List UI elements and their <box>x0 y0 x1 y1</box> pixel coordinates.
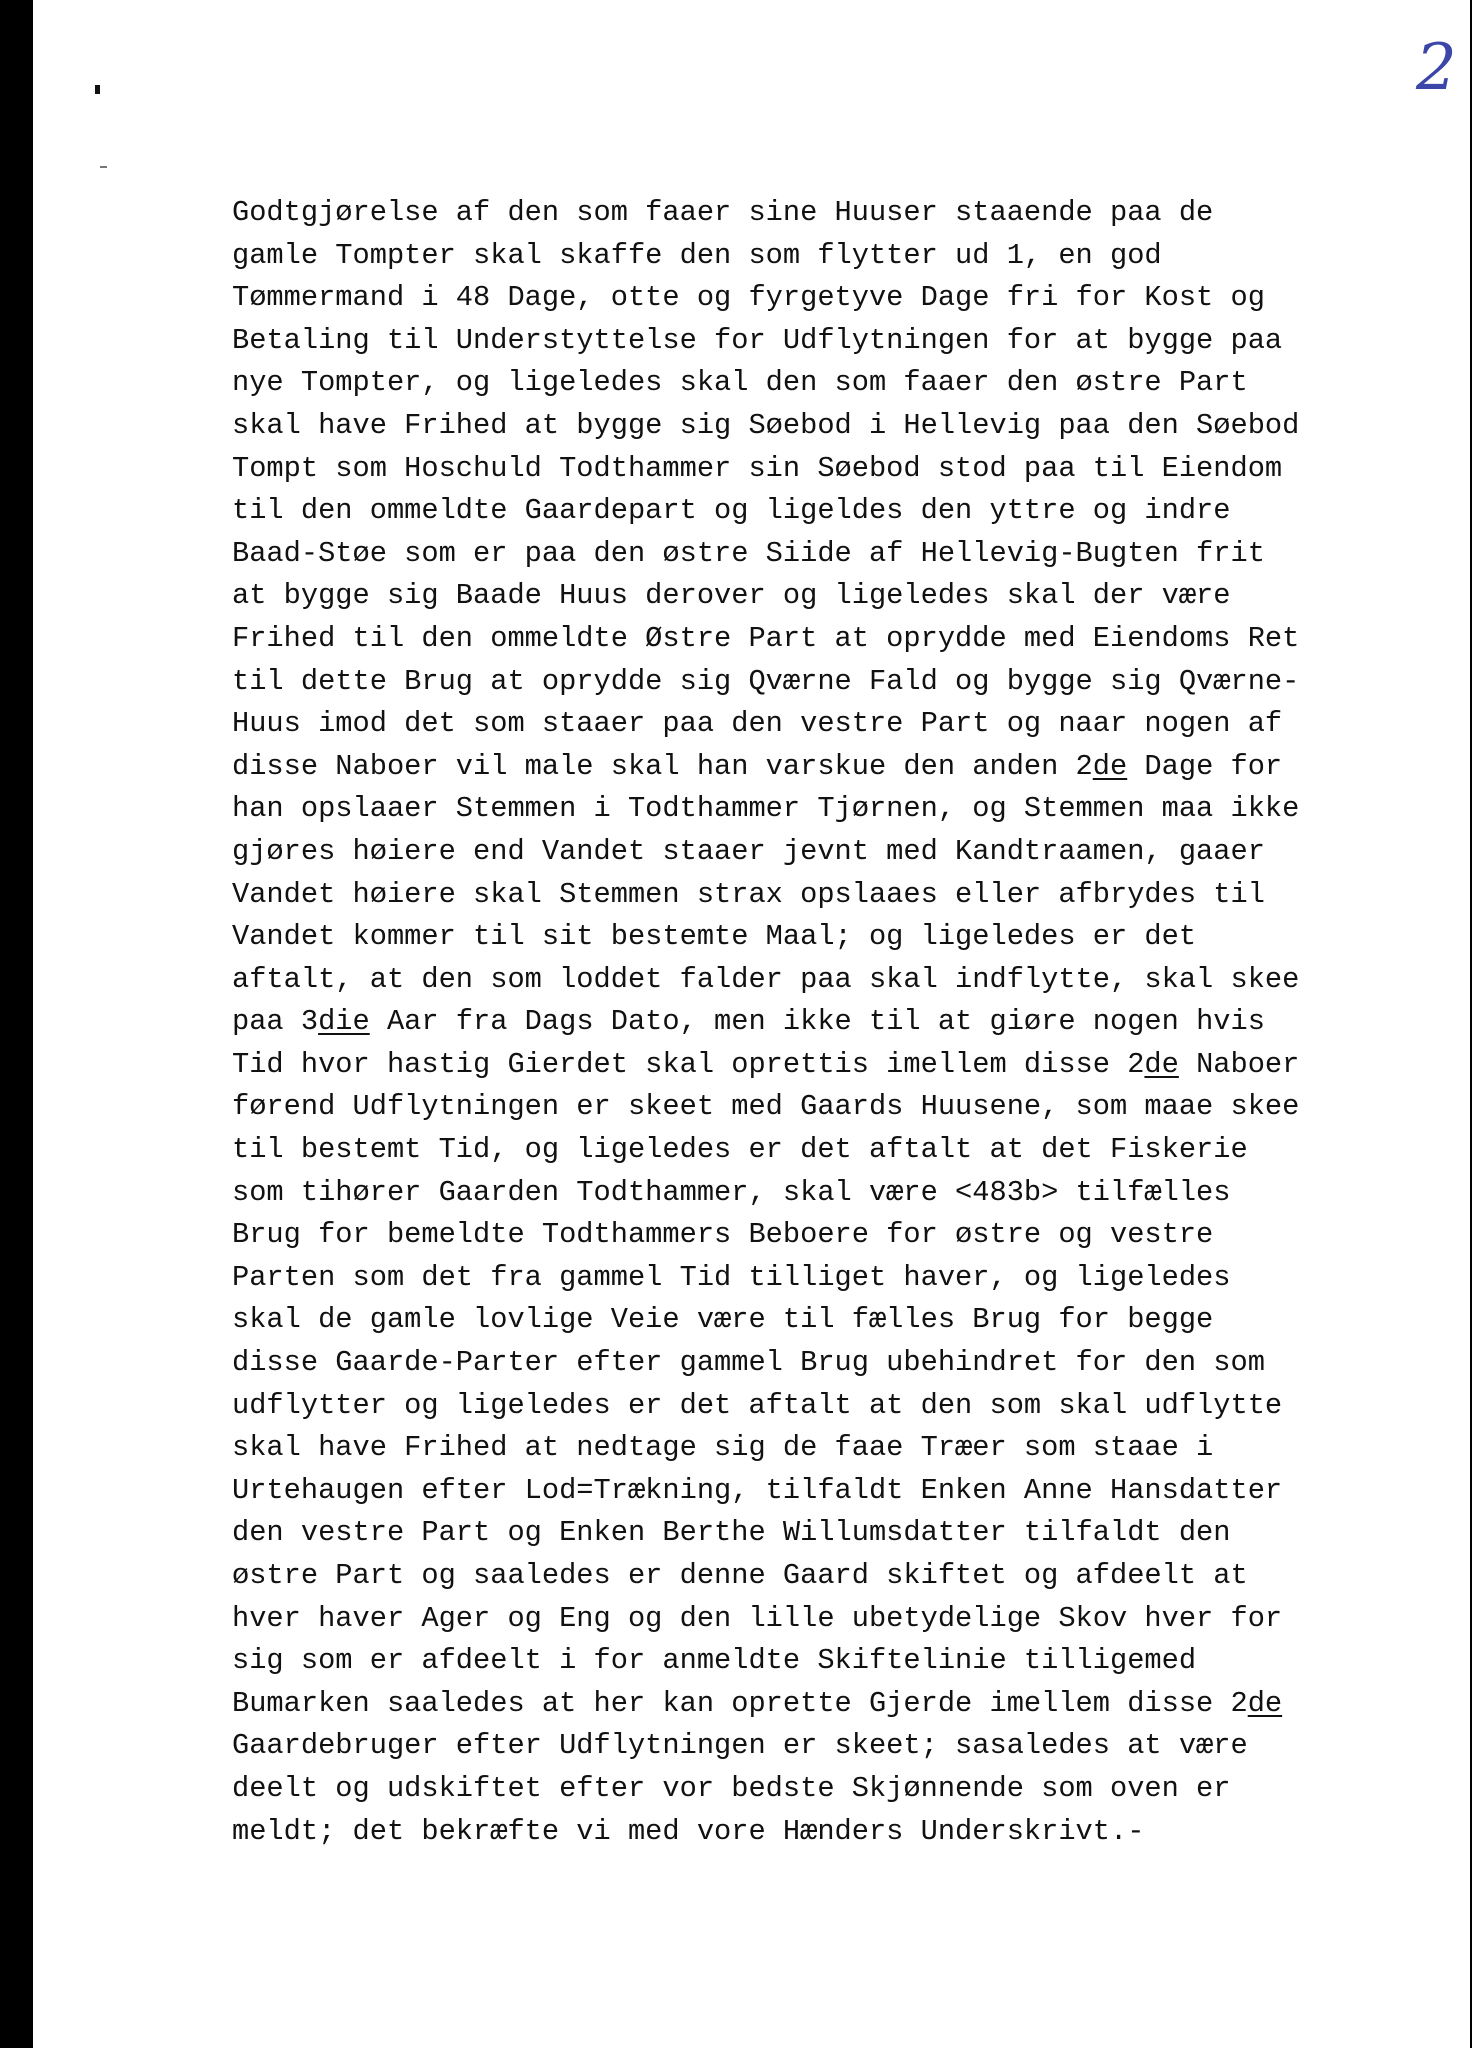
text-line <box>232 746 1342 789</box>
text-run: til den ommeldte Gaardepart og ligeldes den yttre og indre <box>232 494 1231 528</box>
text-line <box>232 1044 1342 1087</box>
text-line <box>232 703 1342 746</box>
text-run: Vandet kommer til sit bestemte Maal; og ligeledes er det <box>232 920 1197 954</box>
text-line <box>232 235 1342 278</box>
text-line <box>232 1640 1342 1683</box>
text-line <box>232 575 1342 618</box>
text-run: Bumarken saaledes at her kan oprette Gjerde imellem disse 2 <box>232 1686 1248 1720</box>
text-run: paa 3 <box>232 1005 319 1039</box>
text-run: Aar fra Dags Dato, men ikke til at giøre nogen hvis <box>369 1005 1265 1039</box>
text-run: som tihører Gaarden Todthammer, skal være <483b> tilfælles <box>232 1175 1231 1209</box>
text-line <box>232 618 1342 661</box>
text-line <box>232 1512 1342 1555</box>
underlined-ordinal: de <box>1144 1047 1179 1081</box>
text-run: meldt; det bekræfte vi med vore Hænders Underskrivt.- <box>232 1814 1145 1848</box>
text-line <box>232 277 1342 320</box>
text-run: skal de gamle lovlige Veie være til fælles Brug for begge <box>232 1303 1214 1337</box>
text-run: den vestre Part og Enken Berthe Willumsdatter tilfaldt den <box>232 1516 1231 1550</box>
text-run: nye Tompter, og ligeledes skal den som faaer den østre Part <box>232 366 1248 400</box>
text-line <box>232 362 1342 405</box>
scan-speck <box>95 85 100 94</box>
text-run: gamle Tompter skal skaffe den som flytter ud 1, en god <box>232 238 1162 272</box>
text-run: til dette Brug at oprydde sig Qværne Fald og bygge sig Qværne- <box>232 664 1300 698</box>
text-line <box>232 1001 1342 1044</box>
text-line <box>232 1299 1342 1342</box>
text-line <box>232 788 1342 831</box>
underlined-ordinal: die <box>318 1005 370 1039</box>
text-line <box>232 1129 1342 1172</box>
text-line <box>232 1768 1342 1811</box>
text-run: Brug for bemeldte Todthammers Beboere for østre og vestre <box>232 1218 1214 1252</box>
text-run: Dage for <box>1127 749 1283 783</box>
text-run: gjøres høiere end Vandet staaer jevnt med Kandtraamen, gaaer <box>232 834 1265 868</box>
text-line <box>232 533 1342 576</box>
scan-speck <box>100 166 107 168</box>
text-line <box>232 1683 1342 1726</box>
text-run: Tompt som Hoschuld Todthammer sin Søebod stod paa til Eiendom <box>232 451 1283 485</box>
text-line <box>232 320 1342 363</box>
body-text <box>232 192 1342 1853</box>
text-line <box>232 1385 1342 1428</box>
text-line <box>232 1598 1342 1641</box>
text-run: Parten som det fra gammel Tid tilliget haver, og ligeledes <box>232 1260 1231 1294</box>
text-run: disse Gaarde-Parter efter gammel Brug ubehindret for den som <box>232 1346 1265 1380</box>
text-run: førend Udflytningen er skeet med Gaards Huusene, som maae skee <box>232 1090 1300 1124</box>
text-line <box>232 831 1342 874</box>
text-run: sig som er afdeelt i for anmeldte Skiftelinie tilligemed <box>232 1644 1197 1678</box>
text-run: Naboer <box>1178 1047 1300 1081</box>
text-run: han opslaaer Stemmen i Todthammer Tjørnen, og Stemmen maa ikke <box>232 792 1300 826</box>
text-run: Tømmermand i 48 Dage, otte og fyrgetyve Dage fri for Kost og <box>232 281 1265 315</box>
text-line <box>232 1214 1342 1257</box>
page-number: 2 <box>1416 31 1457 105</box>
text-line <box>232 1342 1342 1385</box>
text-line <box>232 661 1342 704</box>
text-line <box>232 1257 1342 1300</box>
underlined-ordinal: de <box>1092 749 1128 783</box>
text-line <box>232 874 1342 917</box>
text-run: Urtehaugen efter Lod=Trækning, tilfaldt Enken Anne Hansdatter <box>232 1473 1283 1507</box>
text-run: Gaardebruger efter Udflytningen er skeet; sasaledes at være <box>232 1729 1248 1763</box>
underlined-ordinal: de <box>1247 1686 1283 1720</box>
text-run: udflytter og ligeledes er det aftalt at den som skal udflytte <box>232 1388 1283 1422</box>
text-run: hver haver Ager og Eng og den lille ubetydelige Skov hver for <box>232 1601 1283 1635</box>
text-run: Huus imod det som staaer paa den vestre Part og naar nogen af <box>232 707 1283 741</box>
text-line <box>232 1086 1342 1129</box>
text-run: til bestemt Tid, og ligeledes er det aftalt at det Fiskerie <box>232 1133 1248 1167</box>
text-line <box>232 490 1342 533</box>
text-line <box>232 1555 1342 1598</box>
text-line <box>232 959 1342 1002</box>
text-line <box>232 1172 1342 1215</box>
text-line <box>232 1725 1342 1768</box>
text-run: aftalt, at den som loddet falder paa skal indflytte, skal skee <box>232 962 1300 996</box>
text-run: skal have Frihed at nedtage sig de faae Træer som staae i <box>232 1431 1214 1465</box>
text-line <box>232 916 1342 959</box>
text-run: Baad-Støe som er paa den østre Siide af Hellevig-Bugten frit <box>232 536 1265 570</box>
text-run: Vandet høiere skal Stemmen strax opslaaes eller afbrydes til <box>232 877 1265 911</box>
text-line <box>232 192 1342 235</box>
text-line <box>232 1427 1342 1470</box>
text-line <box>232 1470 1342 1513</box>
text-run: Tid hvor hastig Gierdet skal oprettis imellem disse 2 <box>232 1047 1145 1081</box>
text-run: skal have Frihed at bygge sig Søebod i Hellevig paa den Søebod <box>232 408 1300 442</box>
text-run: disse Naboer vil male skal han varskue den anden 2 <box>232 749 1093 783</box>
text-run: at bygge sig Baade Huus derover og ligeledes skal der være <box>232 579 1231 613</box>
text-run: østre Part og saaledes er denne Gaard skiftet og afdeelt at <box>232 1559 1248 1592</box>
text-run: Frihed til den ommeldte Østre Part at oprydde med Eiendoms Ret <box>232 621 1300 655</box>
document-page <box>33 0 1470 2048</box>
text-run: deelt og udskiftet efter vor bedste Skjønnende som oven er <box>232 1771 1231 1805</box>
text-line <box>232 405 1342 448</box>
text-line <box>232 1811 1342 1854</box>
text-line <box>232 448 1342 491</box>
text-run: Godtgjørelse af den som faaer sine Huuser staaende paa de <box>232 196 1214 229</box>
text-run: Betaling til Understyttelse for Udflytningen for at bygge paa <box>232 323 1283 357</box>
